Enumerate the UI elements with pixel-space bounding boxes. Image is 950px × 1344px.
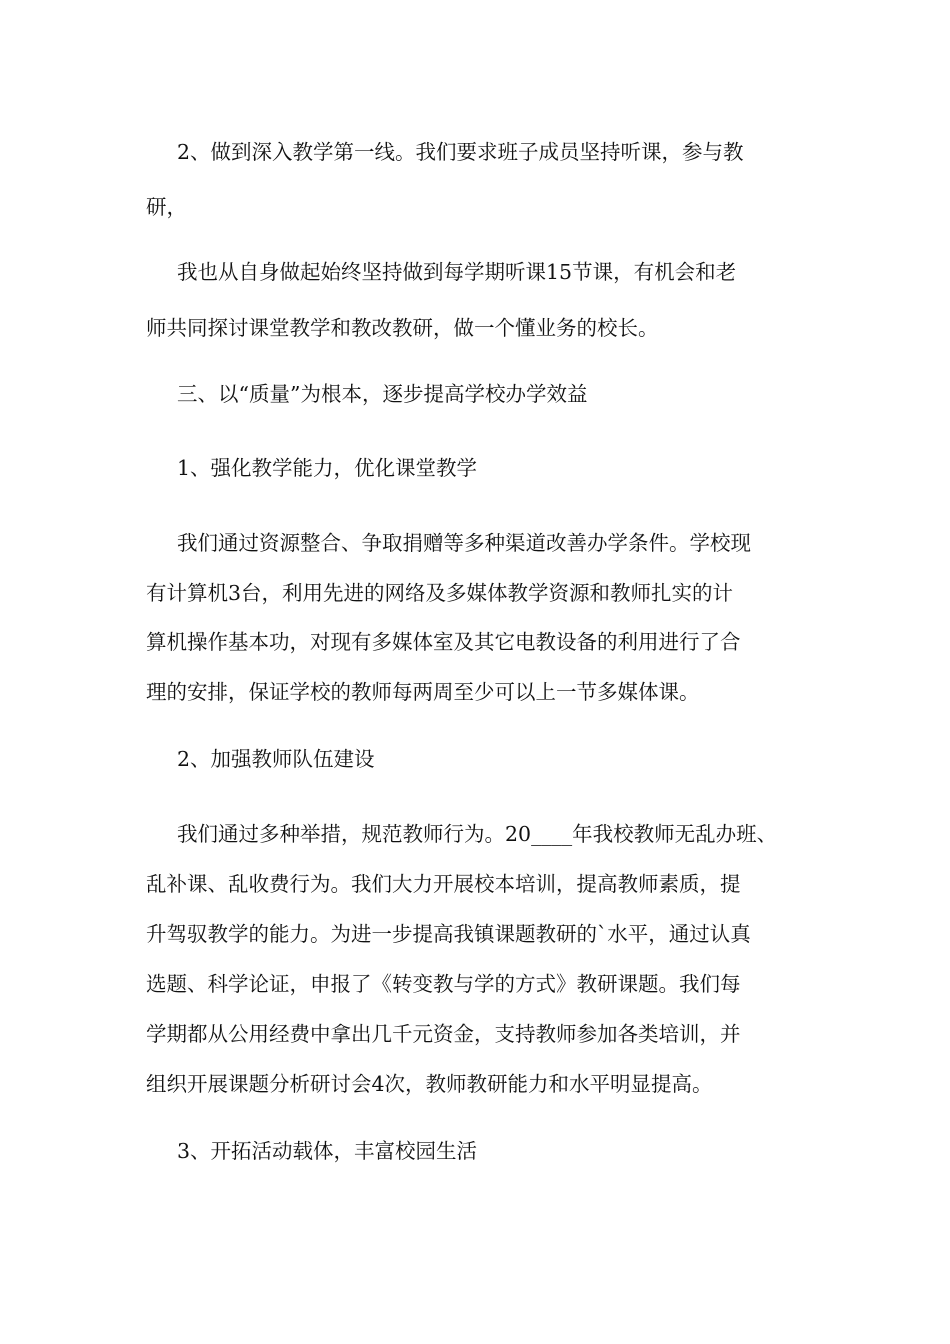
subsection-heading: 2、加强教师队伍建设 — [177, 747, 375, 771]
paragraph-line: 我们通过资源整合、争取捐赠等多种渠道改善办学条件。学校现 — [177, 531, 751, 555]
paragraph-line: 2、做到深入教学第一线。我们要求班子成员坚持听课，参与教 — [177, 140, 744, 164]
paragraph-line: 升驾驭教学的能力。为进一步提高我镇课题教研的`水平，通过认真 — [146, 922, 751, 946]
paragraph-line: 学期都从公用经费中拿出几千元资金，支持教师参加各类培训，并 — [146, 1022, 741, 1046]
paragraph-line: 选题、科学论证，申报了《转变教与学的方式》教研课题。我们每 — [146, 972, 741, 996]
paragraph-line: 有计算机3台，利用先进的网络及多媒体教学资源和教师扎实的计 — [146, 581, 734, 605]
paragraph-line: 我也从自身做起始终坚持做到每学期听课15节课，有机会和老 — [177, 260, 737, 284]
paragraph-line: 算机操作基本功，对现有多媒体室及其它电教设备的利用进行了合 — [146, 630, 741, 654]
paragraph-line: 师共同探讨课堂教学和教改教研，做一个懂业务的校长。 — [146, 316, 659, 340]
subsection-heading: 1、强化教学能力，优化课堂教学 — [177, 456, 478, 480]
subsection-heading: 3、开拓活动载体，丰富校园生活 — [177, 1139, 478, 1163]
paragraph-line: 研， — [146, 195, 187, 219]
paragraph-line: 我们通过多种举措，规范教师行为。20____年我校教师无乱办班、 — [177, 822, 778, 846]
section-heading: 三、以“质量”为根本，逐步提高学校办学效益 — [177, 382, 588, 406]
paragraph-line: 组织开展课题分析研讨会4次，教师教研能力和水平明显提高。 — [146, 1072, 713, 1096]
paragraph-line: 乱补课、乱收费行为。我们大力开展校本培训，提高教师素质，提 — [146, 872, 741, 896]
paragraph-line: 理的安排，保证学校的教师每两周至少可以上一节多媒体课。 — [146, 680, 700, 704]
